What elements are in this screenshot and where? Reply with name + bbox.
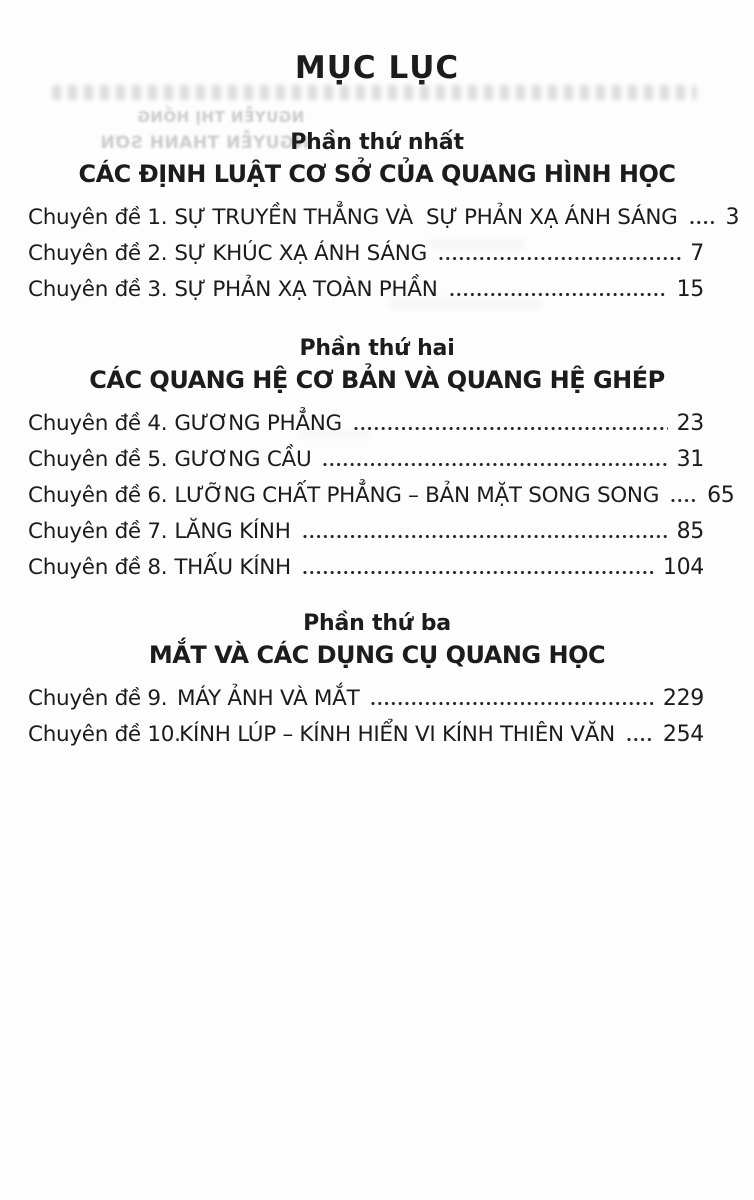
entry-page-number: 254	[662, 722, 704, 747]
dotted-leader	[670, 497, 698, 504]
toc-section-3	[0, 611, 754, 748]
entry-title: SỰ TRUYỀN THẲNG VÀ SỰ PHẢN XẠ ÁNH SÁNG	[174, 205, 678, 230]
entry-prefix: Chuyên đề 1.	[28, 205, 168, 230]
bleed-through-name: NGUYỄN THANH SƠN	[100, 133, 309, 153]
entry-page-number: 104	[662, 555, 704, 580]
entry-prefix: Chuyên đề 4.	[28, 411, 168, 436]
toc-entry	[28, 712, 704, 748]
part-title: CÁC ĐỊNH LUẬT CƠ SỞ CỦA QUANG HÌNH HỌC	[78, 160, 676, 188]
part-label: Phần thứ hai	[299, 336, 455, 361]
toc-entry	[28, 545, 704, 581]
part-title: MẮT VÀ CÁC DỤNG CỤ QUANG HỌC	[148, 641, 606, 669]
part-title: CÁC QUANG HỆ CƠ BẢN VÀ QUANG HỆ GHÉP	[89, 366, 665, 394]
dotted-leader	[449, 291, 668, 298]
entry-title: GƯƠNG PHẲNG	[174, 411, 342, 436]
part-label: Phần thứ ba	[303, 611, 451, 636]
dotted-leader	[322, 461, 667, 468]
entry-title: LĂNG KÍNH	[174, 519, 291, 544]
entry-title: KÍNH LÚP – KÍNH HIỂN VI KÍNH THIÊN VĂN	[179, 722, 615, 747]
toc-entry	[28, 473, 735, 509]
entry-title: SỰ KHÚC XẠ ÁNH SÁNG	[174, 241, 427, 266]
toc-entry	[28, 437, 704, 473]
entry-prefix: Chuyên đề 10.	[28, 722, 181, 747]
entry-page-number: 15	[676, 277, 704, 302]
entry-page-number: 23	[676, 411, 704, 436]
dotted-leader	[689, 219, 717, 226]
bleed-through-smudge	[52, 85, 697, 100]
dotted-leader	[370, 700, 653, 707]
entry-title: LƯỠNG CHẤT PHẲNG – BẢN MẶT SONG SONG	[174, 483, 660, 508]
entry-title: GƯƠNG CẦU	[174, 447, 312, 472]
toc-entry	[28, 509, 704, 545]
entry-prefix: Chuyên đề 9.	[28, 686, 168, 711]
entry-prefix: Chuyên đề 8.	[28, 555, 168, 580]
toc-entry	[28, 195, 740, 231]
entries-list	[0, 401, 754, 581]
entries-list	[0, 676, 754, 748]
dotted-leader	[353, 425, 668, 432]
dotted-leader	[438, 255, 681, 262]
toc-entry	[28, 676, 704, 712]
entry-page-number: 7	[690, 241, 704, 266]
bleed-through-name: NGUYỄN THỊ HỒNG	[137, 108, 305, 126]
entry-page-number: 31	[676, 447, 704, 472]
entry-page-number: 229	[662, 686, 704, 711]
dotted-leader	[302, 533, 668, 540]
entry-title: MÁY ẢNH VÀ MẮT	[177, 686, 360, 711]
toc-entry	[28, 231, 704, 267]
entries-list	[0, 195, 754, 303]
entry-prefix: Chuyên đề 2.	[28, 241, 168, 266]
entry-title: THẤU KÍNH	[174, 555, 291, 580]
page-title: MỤC LỤC	[294, 50, 460, 86]
entry-title: SỰ PHẢN XẠ TOÀN PHẦN	[174, 277, 438, 302]
dotted-leader	[302, 569, 654, 576]
entry-prefix: Chuyên đề 7.	[28, 519, 168, 544]
entry-prefix: Chuyên đề 3.	[28, 277, 168, 302]
toc-section-2	[0, 336, 754, 581]
entry-prefix: Chuyên đề 6.	[28, 483, 168, 508]
toc-section-1	[0, 130, 754, 303]
entry-page-number: 65	[707, 483, 735, 508]
part-label: Phần thứ nhất	[290, 130, 464, 155]
toc-entry	[28, 401, 704, 437]
dotted-leader	[626, 736, 654, 743]
entry-prefix: Chuyên đề 5.	[28, 447, 168, 472]
entry-page-number: 85	[676, 519, 704, 544]
toc-entry	[28, 267, 704, 303]
entry-page-number: 3	[725, 205, 740, 230]
